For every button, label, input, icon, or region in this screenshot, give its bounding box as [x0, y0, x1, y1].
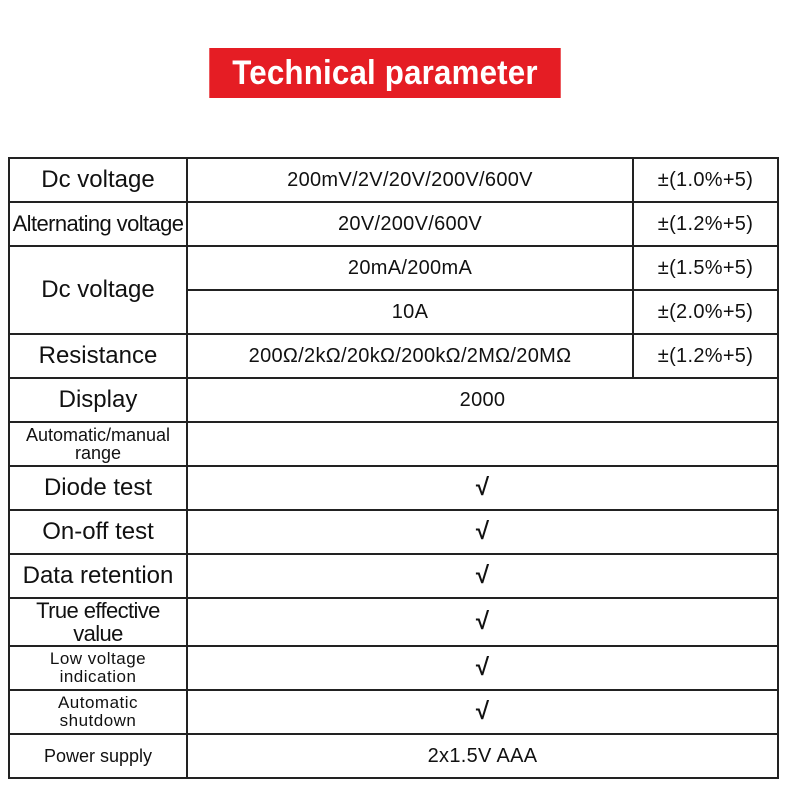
row-label: Dc voltage	[9, 246, 187, 334]
row-label: True effective value	[9, 598, 187, 646]
table-row-dc-current-1	[9, 246, 778, 290]
range-cell: 20V/200V/600V	[187, 202, 633, 246]
row-label-line2: range	[74, 443, 122, 463]
row-label: Diode test	[9, 466, 187, 510]
accuracy-cell: ±(1.5%+5)	[633, 246, 778, 290]
value-cell	[187, 422, 778, 466]
accuracy-cell: ±(1.2%+5)	[633, 202, 778, 246]
row-label-line1: Automatic/manual	[25, 425, 171, 445]
accuracy-cell: ±(1.2%+5)	[633, 334, 778, 378]
row-label: Power supply	[9, 734, 187, 778]
accuracy-cell: ±(2.0%+5)	[633, 290, 778, 334]
check-mark-icon: √	[187, 598, 778, 646]
row-label: Alternating voltage	[9, 202, 187, 246]
range-cell: 20mA/200mA	[187, 246, 633, 290]
table-row-true-rms	[9, 598, 778, 646]
row-label-line1: Automatic	[57, 693, 139, 713]
row-label: Data retention	[9, 554, 187, 598]
row-label: Dc voltage	[9, 158, 187, 202]
table-row-display	[9, 378, 778, 422]
row-label: On-off test	[9, 510, 187, 554]
row-label: Display	[9, 378, 187, 422]
range-cell: 200Ω/2kΩ/20kΩ/200kΩ/2MΩ/20MΩ	[187, 334, 633, 378]
row-label-line2: indication	[59, 667, 137, 687]
table-row-data-retention	[9, 554, 778, 598]
check-mark-icon: √	[187, 554, 778, 598]
check-mark-icon: √	[187, 646, 778, 690]
row-label	[9, 690, 187, 734]
row-label: Resistance	[9, 334, 187, 378]
row-label	[9, 422, 187, 466]
table-row-power-supply	[9, 734, 778, 778]
table-row-on-off-test	[9, 510, 778, 554]
value-cell: 2x1.5V AAA	[187, 734, 778, 778]
accuracy-cell: ±(1.0%+5)	[633, 158, 778, 202]
table-row-auto-shutdown	[9, 690, 778, 734]
page-title: Technical parameter	[209, 48, 560, 98]
value-cell: 2000	[187, 378, 778, 422]
table-row-ac-voltage	[9, 202, 778, 246]
check-mark-icon: √	[187, 466, 778, 510]
check-mark-icon: √	[187, 510, 778, 554]
table-row-diode-test	[9, 466, 778, 510]
parameter-table	[8, 157, 779, 779]
table-row-dc-voltage	[9, 158, 778, 202]
check-mark-icon: √	[187, 690, 778, 734]
range-cell: 10A	[187, 290, 633, 334]
range-cell: 200mV/2V/20V/200V/600V	[187, 158, 633, 202]
row-label-line2: shutdown	[59, 711, 137, 731]
table-row-resistance	[9, 334, 778, 378]
table-row-auto-range	[9, 422, 778, 466]
row-label	[9, 646, 187, 690]
table-row-low-voltage	[9, 646, 778, 690]
row-label-line1: Low voltage	[49, 649, 147, 669]
